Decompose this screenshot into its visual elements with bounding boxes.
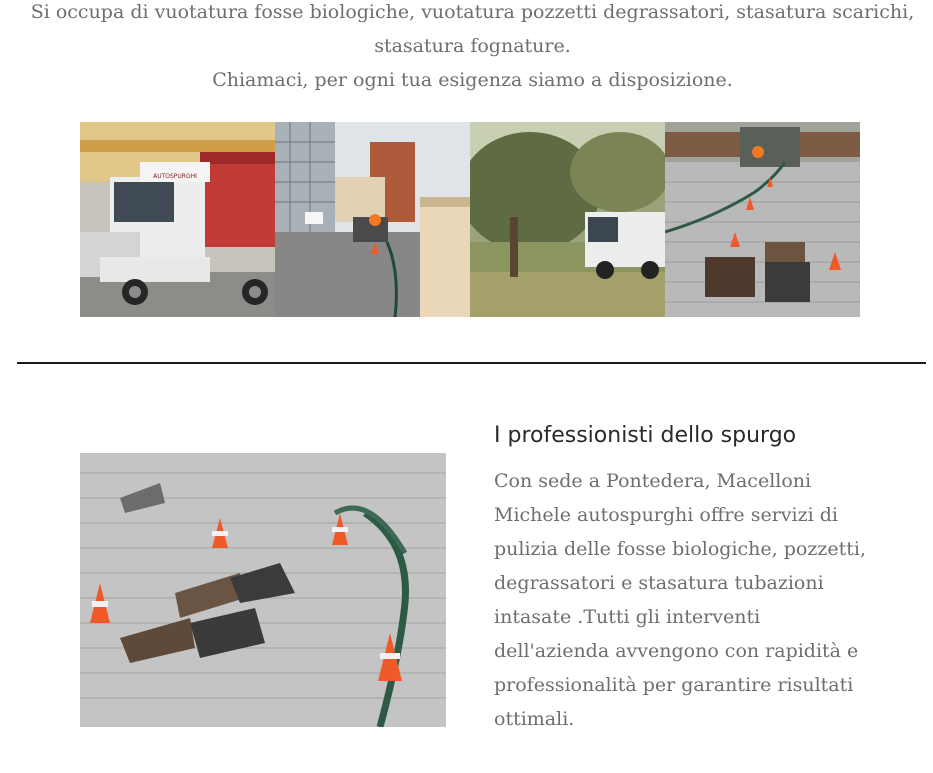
- intro-line-services: Si occupa di vuotatura fosse biologiche, vuotatura pozzetti degrassatori, stasatura scarichi, stasatura fognature.: [30, 1, 915, 57]
- gallery-image-garden[interactable]: [470, 122, 665, 317]
- manholes-cones-hose-photo: [80, 453, 446, 727]
- photo-gallery: [80, 122, 860, 317]
- intro-line-contact: Chiamaci, per ogni tua esigenza siamo a disposizione.: [212, 69, 733, 91]
- gallery-image-manholes[interactable]: [665, 122, 860, 317]
- truck-photo: [80, 122, 275, 317]
- section-heading: I professionisti dello spurgo: [494, 423, 797, 448]
- garden-truck-photo: [470, 122, 665, 317]
- gallery-image-street[interactable]: [275, 122, 470, 317]
- street-service-photo: [275, 122, 470, 317]
- feature-image: [80, 453, 446, 727]
- section-divider: [17, 362, 926, 364]
- gallery-image-truck[interactable]: [80, 122, 275, 317]
- truck-sign-text: AUTOSPURGHI: [153, 173, 197, 180]
- section-body-text: Con sede a Pontedera, Macelloni Michele autospurghi offre servizi di pulizia delle fosse biologiche, pozzetti, degrassatori e stasatura tubazioni intasate .Tutti gli interventi dell'azienda avvengono con rapidità e professionalità per garantire risultati ottimali.: [494, 470, 866, 730]
- intro-text: [15, 0, 930, 97]
- manhole-cones-photo: [665, 122, 860, 317]
